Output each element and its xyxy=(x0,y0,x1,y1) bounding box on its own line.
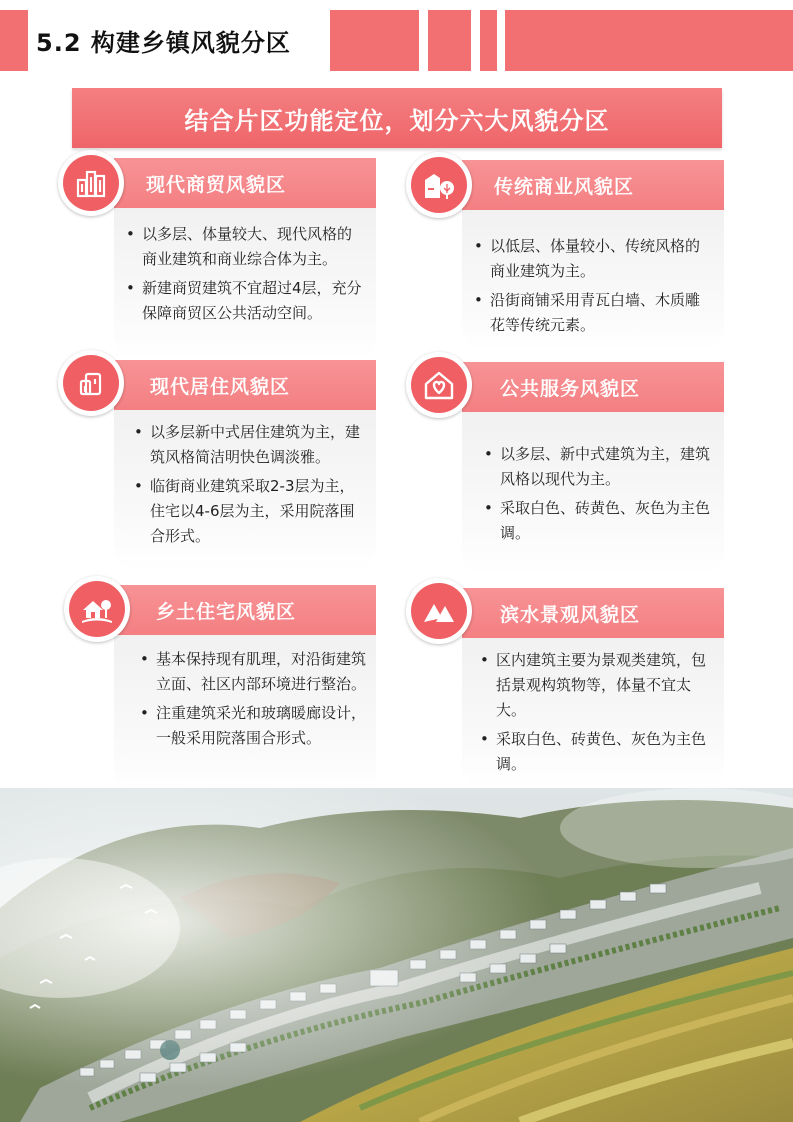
header-strip-c xyxy=(480,10,497,71)
banner-title: 结合片区功能定位，划分六大风貌分区 xyxy=(184,106,610,135)
zone-body xyxy=(114,410,376,570)
zone-title: 现代商贸风貌区 xyxy=(114,158,376,208)
zone-bullet: • 区内建筑主要为景观类建筑，包括景观构筑物等，体量不宜太大。 xyxy=(478,648,714,723)
zone-bullet: • 以低层、体量较小、传统风格的商业建筑为主。 xyxy=(472,234,714,284)
shop-tree-icon xyxy=(406,152,472,218)
zone-body xyxy=(114,208,376,360)
header-strip-b xyxy=(428,10,471,71)
zone-title: 乡土住宅风貌区 xyxy=(114,585,376,635)
zone-bullet: • 注重建筑采光和玻璃暖廊设计，一般采用院落围合形式。 xyxy=(138,701,366,751)
zone-bullet: • 基本保持现有肌理，对沿街建筑立面、社区内部环境进行整治。 xyxy=(138,647,366,697)
office-buildings-icon xyxy=(58,150,124,216)
zone-bullet: • 采取白色、砖黄色、灰色为主色调。 xyxy=(478,727,714,777)
section-banner xyxy=(72,88,722,148)
aerial-town-rendering xyxy=(0,788,793,1122)
header-strip-left xyxy=(0,10,28,71)
zone-bullet: • 沿街商铺采用青瓦白墙、木质雕花等传统元素。 xyxy=(472,288,714,338)
header-title-box xyxy=(28,10,328,71)
zone-bullet: • 采取白色、砖黄色、灰色为主色调。 xyxy=(482,496,714,546)
zone-body xyxy=(114,635,376,795)
zone-body xyxy=(462,210,724,350)
zone-title: 传统商业风貌区 xyxy=(462,160,724,210)
page-title: 5.2 构建乡镇风貌分区 xyxy=(36,29,291,57)
zone-bullet: • 新建商贸建筑不宜超过4层，充分保障商贸区公共活动空间。 xyxy=(124,276,366,326)
mountains-icon xyxy=(406,578,472,644)
zone-bullet: • 以多层、体量较大、现代风格的商业建筑和商业综合体为主。 xyxy=(124,222,366,272)
zone-body xyxy=(462,638,724,788)
zone-bullet: • 以多层、新中式建筑为主，建筑风格以现代为主。 xyxy=(482,442,714,492)
zone-title: 现代居住风貌区 xyxy=(114,360,376,410)
zone-title: 滨水景观风貌区 xyxy=(462,588,724,638)
apartment-icon xyxy=(58,350,124,416)
house-heart-icon xyxy=(406,352,472,418)
village-house-icon xyxy=(64,576,130,642)
zone-body xyxy=(462,412,724,576)
header-strip-a xyxy=(330,10,419,71)
zone-title: 公共服务风貌区 xyxy=(462,362,724,412)
zone-bullet: • 临街商业建筑采取2-3层为主，住宅以4-6层为主，采用院落围合形式。 xyxy=(132,474,366,549)
header-strip-d xyxy=(505,10,793,71)
zone-bullet: • 以多层新中式居住建筑为主，建筑风格简洁明快色调淡雅。 xyxy=(132,420,366,470)
